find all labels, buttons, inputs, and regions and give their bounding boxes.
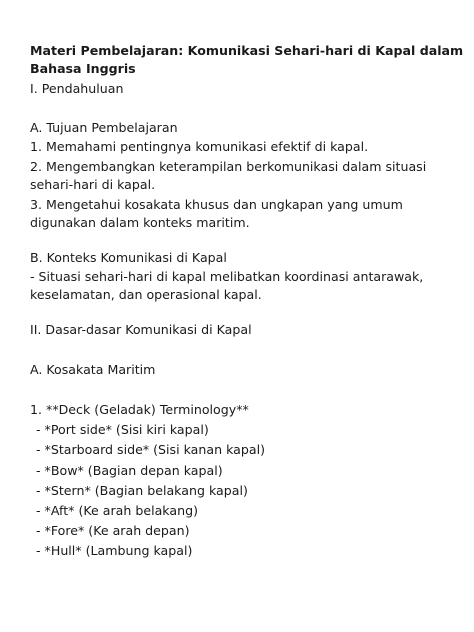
context-text-line-2: keselamatan, dan operasional kapal. (30, 287, 262, 302)
context-text-line-1: - Situasi sehari-hari di kapal melibatkan koordinasi antarawak, (30, 269, 424, 284)
vocab-item-aft: - *Aft* (Ke arah belakang) (36, 503, 198, 518)
document-title-line-2: Bahasa Inggris (30, 61, 136, 76)
subsection-heading-konteks: B. Konteks Komunikasi di Kapal (30, 250, 227, 265)
subsection-heading-kosakata: A. Kosakata Maritim (30, 362, 156, 377)
objective-item-3-line-2: digunakan dalam konteks maritim. (30, 215, 250, 230)
vocab-item-port-side: - *Port side* (Sisi kiri kapal) (36, 422, 209, 437)
vocab-item-fore: - *Fore* (Ke arah depan) (36, 523, 190, 538)
objective-item-2-line-2: sehari-hari di kapal. (30, 177, 156, 192)
vocab-heading: 1. **Deck (Geladak) Terminology** (30, 402, 249, 417)
objective-item-1: 1. Memahami pentingnya komunikasi efektif di kapal. (30, 139, 369, 154)
vocab-item-hull: - *Hull* (Lambung kapal) (36, 543, 193, 558)
section-heading-pendahuluan: I. Pendahuluan (30, 81, 124, 96)
subsection-heading-tujuan: A. Tujuan Pembelajaran (30, 120, 178, 135)
vocab-item-bow: - *Bow* (Bagian depan kapal) (36, 463, 223, 478)
objective-item-2-line-1: 2. Mengembangkan keterampilan berkomunikasi dalam situasi (30, 159, 427, 174)
objective-item-3-line-1: 3. Mengetahui kosakata khusus dan ungkapan yang umum (30, 197, 403, 212)
vocab-item-starboard-side: - *Starboard side* (Sisi kanan kapal) (36, 442, 265, 457)
vocab-item-stern: - *Stern* (Bagian belakang kapal) (36, 483, 248, 498)
section-heading-dasar: II. Dasar-dasar Komunikasi di Kapal (30, 322, 252, 337)
document-title-line-1: Materi Pembelajaran: Komunikasi Sehari-hari di Kapal dalam (30, 43, 464, 58)
